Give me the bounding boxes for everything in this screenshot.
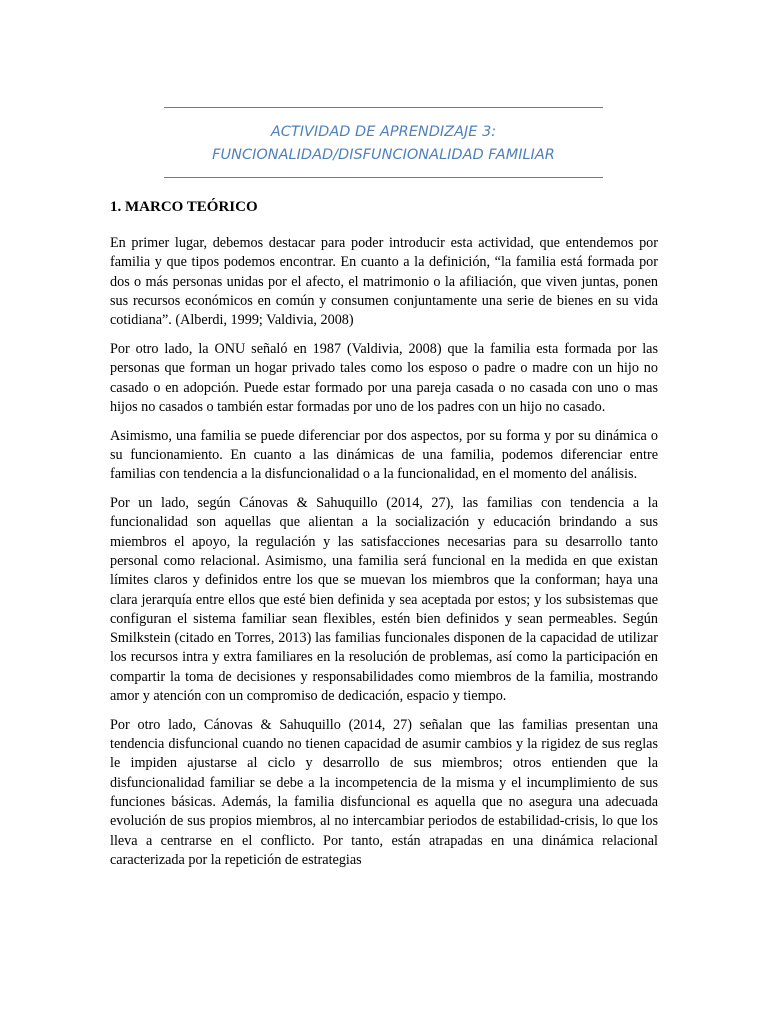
title-block [164,107,603,178]
title-rule-bottom [164,177,603,178]
title-line-2: FUNCIONALIDAD/DISFUNCIONALIDAD FAMILIAR [212,147,555,163]
paragraph: Por otro lado, Cánovas & Sahuquillo (2014, 27) señalan que las familias presentan una tendencia disfuncional cuando no tienen capacidad de asumir cambios y la rigidez de sus reglas le impiden ajustarse al ciclo y desarrollo de sus miembros; otros entienden que la disfuncionalidad familiar se debe a la incompetencia de la misma y el incumplimiento de sus funciones básicas. Además, la familia disfuncional es aquella que no asegura una adecuada evolución de sus propios miembros, al no intercambiar periodos de estabilidad-crisis, lo que los lleva a centrarse en el conflicto. Por tanto, están atrapadas en una dinámica relacional caracterizada por la repetición de estrategias [110,716,658,868]
body-text [110,234,658,870]
paragraph: En primer lugar, debemos destacar para poder introducir esta actividad, que entendemos por familia y que tipos podemos encontrar. En cuanto a la definición, “la familia está formada por dos o más personas unidas por el afecto, el matrimonio o la afiliación, que viven juntas, ponen sus recursos económicos en común y consumen conjuntamente una serie de bienes en su vida cotidiana”. (Alberdi, 1999; Valdivia, 2008) [110,235,658,329]
title-line-1: ACTIVIDAD DE APRENDIZAJE 3: [270,124,497,140]
paragraph: Por un lado, según Cánovas & Sahuquillo (2014, 27), las familias con tendencia a la funcionalidad son aquellas que alientan a la socialización y educación brindando a sus miembros el apoyo, la regulación y las satisfacciones necesarias para su desarrollo tanto personal como relacional. Asimismo, una familia será funcional en la medida en que existan límites claros y definidos entre los que se muevan los miembros que la conforman; haya una clara jerarquía entre ellos que esté bien definida y sea aceptada por estos; y los subsistemas que configuran el sistema familiar sean flexibles, estén bien definidos y sean permeables. Según Smilkstein (citado en Torres, 2013) las familias funcionales disponen de la capacidad de utilizar los recursos intra y extra familiares en la resolución de problemas, así como la participación en compartir la toma de decisiones y responsabilidades como miembros de la familia, mostrando amor y atención con un compromiso de dedicación, espacio y tiempo. [110,495,658,705]
paragraph: Por otro lado, la ONU señaló en 1987 (Valdivia, 2008) que la familia esta formada por las personas que forman un hogar privado tales como los esposo o padre o madre con un hijo no casado o en adopción. Puede estar formado por una pareja casada o no casada con uno o mas hijos no casados o también estar formadas por uno de los padres con un hijo no casado. [110,340,658,415]
paragraph: Asimismo, una familia se puede diferenciar por dos aspectos, por su forma y por su dinámica o su funcionamiento. En cuanto a las dinámicas de una familia, podemos diferenciar entre familias con tendencia a la disfuncionalidad o a la funcionalidad, en el momento del análisis. [110,427,658,483]
section-heading: 1. MARCO TEÓRICO [110,199,258,215]
title-rule-top [164,107,603,108]
